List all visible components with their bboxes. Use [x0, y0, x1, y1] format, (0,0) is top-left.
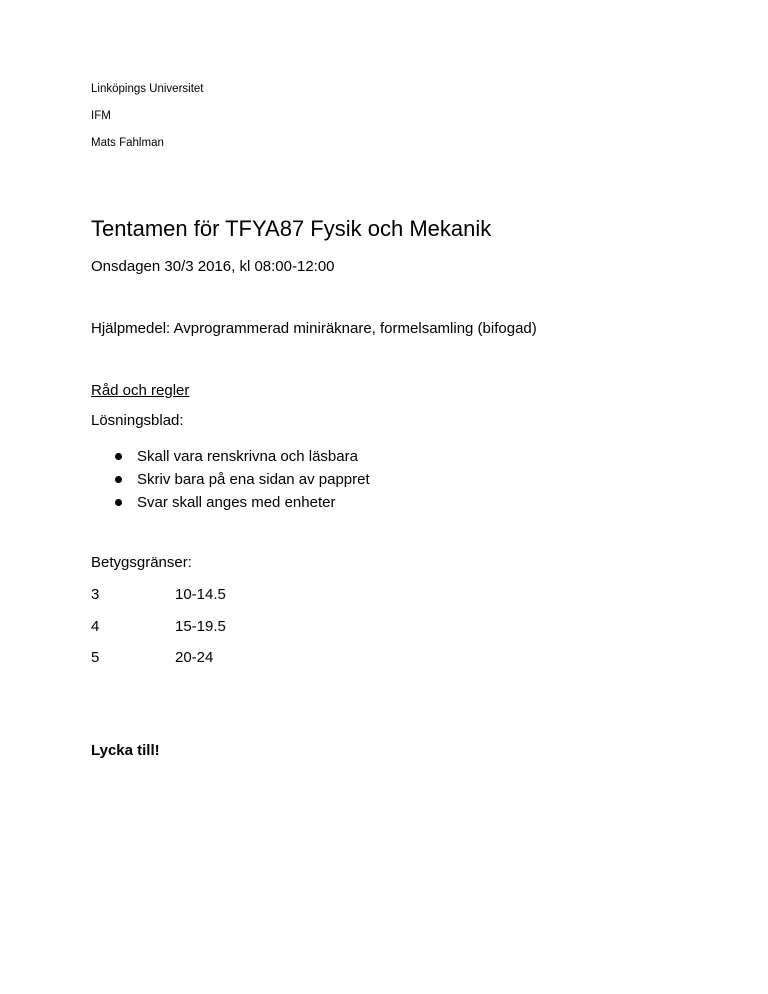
grade-row [91, 618, 226, 635]
list-item [115, 468, 370, 491]
list-item [115, 491, 370, 514]
list-item-text: Skall vara renskrivna och läsbara [137, 448, 358, 465]
department-name: IFM [91, 110, 111, 122]
grade-row [91, 649, 213, 666]
bullet-icon [115, 453, 122, 460]
bullet-icon [115, 499, 122, 506]
rules-heading: Råd och regler [91, 382, 190, 399]
solution-sheets-label: Lösningsblad: [91, 412, 184, 429]
allowed-aids: Hjälpmedel: Avprogrammerad miniräknare, formelsamling (bifogad) [91, 320, 537, 337]
list-item [115, 445, 370, 468]
grade-row [91, 586, 226, 603]
university-name: Linköpings Universitet [91, 83, 204, 95]
grade-range: 20-24 [175, 649, 214, 666]
grade-range: 10-14.5 [175, 586, 226, 603]
exam-title: Tentamen för TFYA87 Fysik och Mekanik [91, 216, 492, 241]
grade-value: 3 [91, 586, 100, 603]
bullet-icon [115, 476, 122, 483]
grade-value: 4 [91, 618, 100, 635]
grade-range: 15-19.5 [175, 618, 226, 635]
grade-value: 5 [91, 649, 100, 666]
grading-label: Betygsgränser: [91, 554, 192, 571]
list-item-text: Skriv bara på ena sidan av pappret [137, 471, 370, 488]
closing-message: Lycka till! [91, 742, 160, 759]
list-item-text: Svar skall anges med enheter [137, 494, 336, 511]
exam-date: Onsdagen 30/3 2016, kl 08:00-12:00 [91, 258, 335, 275]
author-name: Mats Fahlman [91, 137, 164, 149]
rules-list [115, 445, 370, 514]
